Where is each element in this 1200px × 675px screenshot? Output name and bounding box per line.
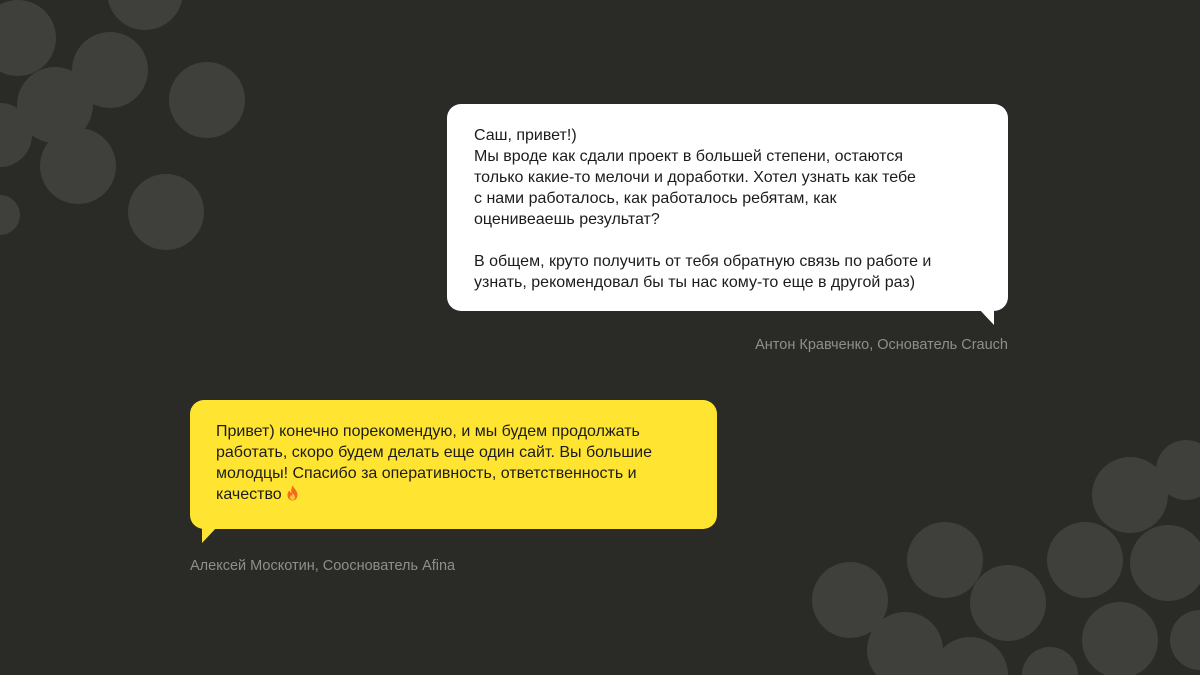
- reply-message-bubble: [190, 400, 717, 529]
- incoming-signature: Антон Кравченко, Основатель Crauch: [755, 337, 1008, 353]
- reply-signature: Алексей Москотин, Сооснователь Afina: [190, 558, 456, 574]
- fire-icon: [286, 485, 299, 507]
- incoming-line: с нами работалось, как работалось ребятам, как: [474, 190, 837, 207]
- incoming-line: узнать, рекомендовал бы ты нас кому-то еще в другой раз): [474, 274, 916, 291]
- reply-line: работать, скоро будем делать еще один сайт. Вы большие: [216, 444, 653, 461]
- incoming-line: оценивеаешь результат?: [474, 211, 660, 228]
- paragraph-gap: [474, 230, 981, 251]
- incoming-message-bubble: [447, 104, 1008, 311]
- incoming-line: только какие-то мелочи и доработки. Хотел узнать как тебе: [474, 169, 916, 186]
- incoming-line: В общем, круто получить от тебя обратную связь по работе и: [474, 253, 932, 270]
- reply-line-last: [216, 484, 691, 507]
- incoming-line: Саш, привет!): [474, 127, 577, 144]
- reply-line: Привет) конечно порекомендую, и мы будем продолжать: [216, 423, 640, 440]
- incoming-line: Мы вроде как сдали проект в большей степени, остаются: [474, 148, 903, 165]
- reply-bubble-tail: [202, 526, 218, 543]
- reply-line: молодцы! Спасибо за оперативность, ответственность и: [216, 465, 637, 482]
- reply-line-text: качество: [216, 486, 282, 503]
- incoming-bubble-tail: [978, 308, 994, 325]
